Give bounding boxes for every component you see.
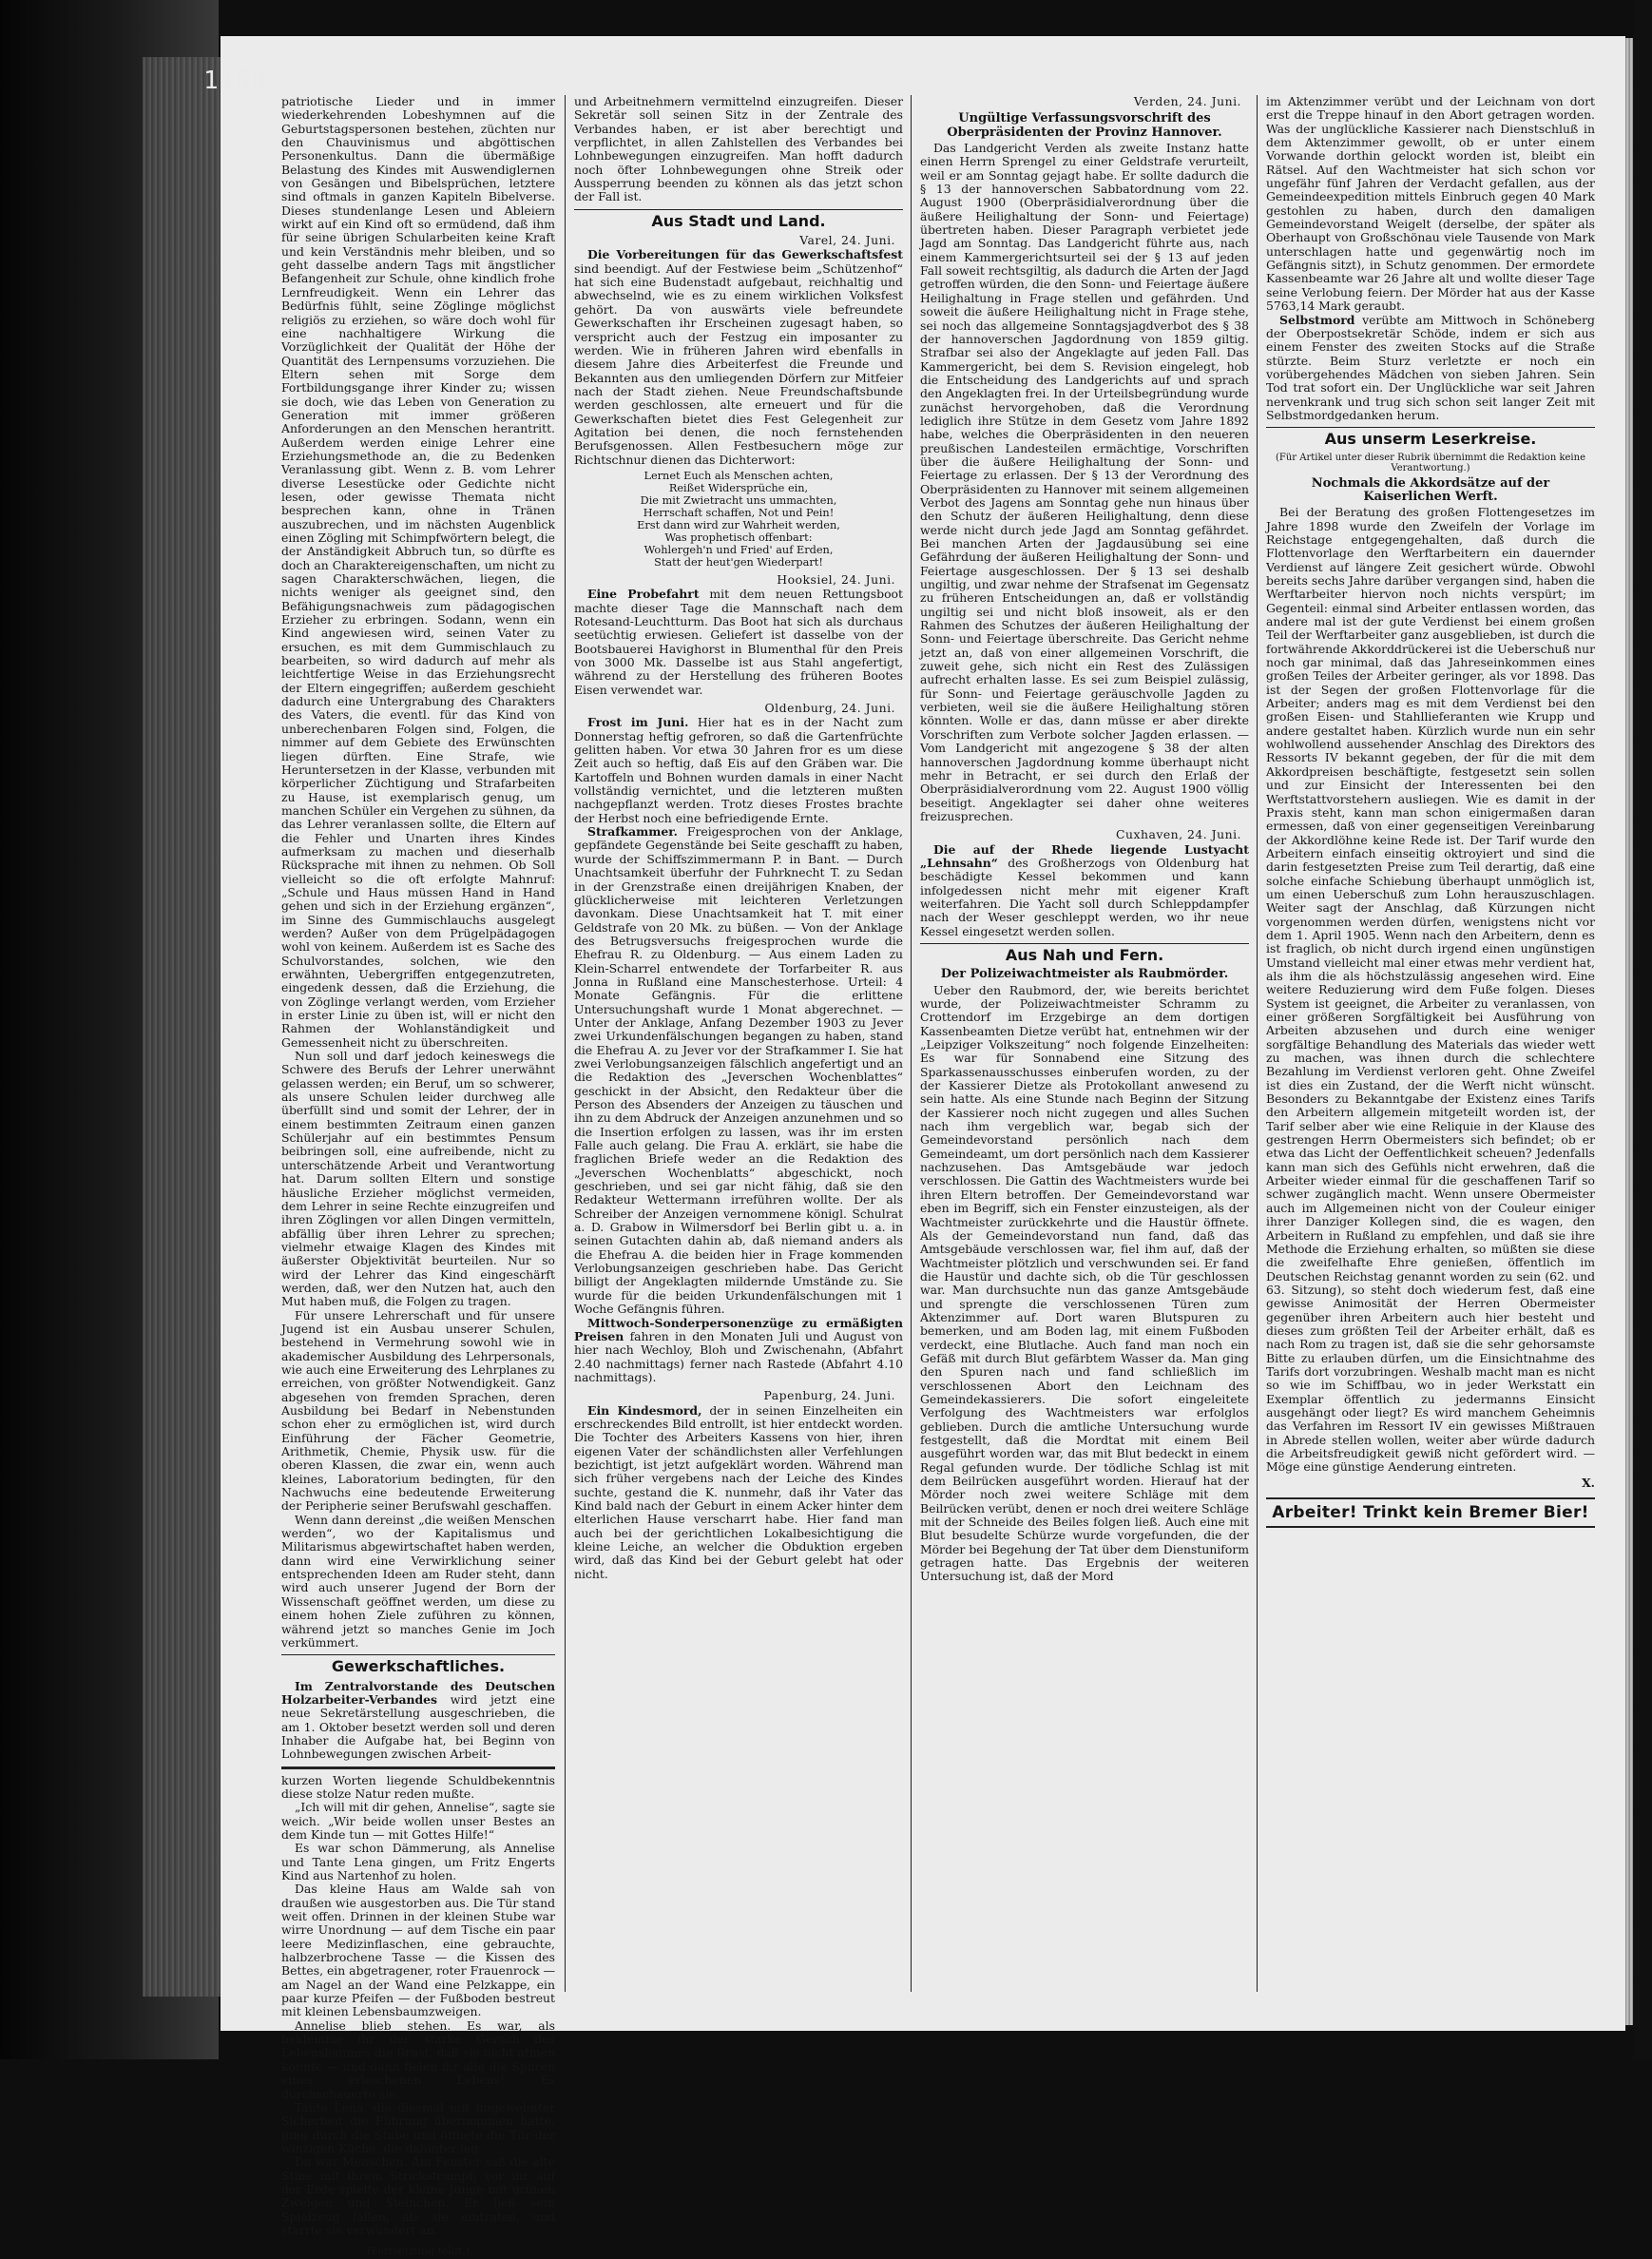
- section-heading: Aus Stadt und Land.: [651, 211, 826, 230]
- article-text: im Aktenzimmer verübt und der Leichnam von dort erst die Treppe hinauf in den Abort getragen worden. Was der unglückliche Kassierer nach Dienstschluß in dem Aktenzimmer gewollt, ob er unter einem Vorwande dorthin gelockt worden ist, bleibt ein Rätsel. Auf den Wachtmeister hat sich schon vor ungefähr fünf Jahren der Verdacht gefallen, aus der Gemeindeexpedition mittels Einbruch gegen 40 Mark gestohlen zu haben, durch den damaligen Gemeindevorstand Weigelt (derselbe, der später als Oberhaupt von Großschönau viele Tausende von Mark unterschlagen hatte und gegenwärtig noch im Gefängnis sitzt), in Schutz genommen. Der ermordete Kassenbeamte war 26 Jahre alt und wollte dieser Tage seine Verlobung feiern. Der Mörder hat aus der Kasse 5763,14 Mark geraubt.: [1266, 94, 1595, 314]
- continuation-note: (Fortsetzung folgt.): [366, 2245, 471, 2258]
- story-text: kurzen Worten liegende Schuldbekenntnis diese stolze Natur reden mußte.: [281, 1772, 555, 1801]
- article-lead: Mittwoch-Sonderpersonenzüge zu ermäßigten Preisen: [574, 1315, 903, 1343]
- article-body: des Großherzogs von Oldenburg hat beschädigte Kessel bekommen und kann infolgedessen nicht mehr mit eigener Kraft weiterfahren. Die Yacht soll durch Schleppdampfer nach der Weser geschleppt werden, wo ihr neue Kessel eingesetzt werden sollen.: [920, 855, 1249, 938]
- dateline: Hooksiel, 24. Juni.: [777, 571, 895, 587]
- story-text: Da war Menschen. Am Fenster saß die alte Stine mit ihrem Strickstrumpf; vor ihr auf der Erde spielte der kleine Junge mit grünen Zweigen und Steinchen. Er ließ sein Spielzeug fallen, als sie eintraten, und starrte sie verwundert an.: [281, 2154, 555, 2237]
- story-text: Es war schon Dämmerung, als Annelise und Tante Lena gingen, um Fritz Engerts Kind aus Nartenhof zu holen.: [281, 1841, 555, 1882]
- column-3: [920, 95, 1249, 1584]
- article-body: der in seinen Einzelheiten ein erschreckendes Bild entrollt, ist hier entdeckt worden. Die Tochter des Arbeiters Kassens von hier, ihren eigenen Vater der schändlichsten aller Verfehlungen bezichtigt, ist jetzt aufgeklärt worden. Während man sich früher vergebens nach der Leiche des Kindes suchte, gestand die K. nunmehr, daß ihr Vater das Kind bald nach der Geburt in einem Acker hinter dem elterlichen Hause verscharrt habe. Hier fand man auch bei der gerichtlichen Lokalbesichtigung die kleine Leiche, an welcher die Obduktion ergeben wird, daß das Kind bei der Geburt gelebt hat oder nicht.: [574, 1402, 903, 1581]
- editorial-note: (Für Artikel unter dieser Rubrik übernimmt die Redaktion keine Verantwortung.): [1275, 452, 1585, 473]
- article-text: [574, 248, 903, 467]
- article-body: mit dem neuen Rettungsboot machte dieser Tage die Mannschaft nach dem Rotesand-Leuchtturm. Das Boot hat sich als durchaus seetüchtig erwiesen. Geliefert ist dasselbe von der Bootsbauerei Havighorst in Blumenthal für den Preis von 3000 Mk. Dasselbe ist aus Stahl angefertigt, während zu der Herstellung des früheren Bootes Eisen verwendet war.: [574, 587, 903, 697]
- article-headline: Der Polizeiwachtmeister als Raubmörder.: [940, 967, 1229, 982]
- poem-line: Erst dann wird zur Wahrheit werden,: [637, 518, 840, 531]
- article-lead: Ein Kindesmord,: [587, 1402, 702, 1418]
- article-lead: Strafkammer.: [587, 824, 678, 840]
- story-text: „Ich will mit dir gehen, Annelise“, sagte sie weich. „Wir beide wollen unser Bestes an dem Kinde tun — mit Gottes Hilfe!“: [281, 1800, 555, 1842]
- article-text: patriotische Lieder und in immer wiederkehrenden Lobeshymnen auf die Geburtstagspersonen bestehen, züchten nur den Chauvinismus und abgöttischen Personenkultus. Dann die übermäßige Belastung des Kindes mit Auswendiglernen von Gesängen und Bibelsprüchen, letztere sind oftmals in ganzen Kapiteln Bibelverse. Dieses stundenlange Lesen und Ableiern wirkt auf ein Kind oft so ermüdend, daß ihm für seine übrigen Schularbeiten keine Kraft und kein Verständnis mehr bleiben, und so geht dasselbe andern Tags mit ängstlicher Befangenheit zur Schule, ohne kindlich frohe Lernfreudigkeit. Wenn ein Lehrer das Bedürfnis fühlt, seine Zöglinge möglichst religiös zu erziehen, so wäre doch wohl für eine nachhaltigere Wirkung die Vorzüglichkeit der Qualität der Höhe der Quantität des Lernpensums vorzuziehen. Die Eltern sehen mit Sorge dem Fortbildungsgange ihrer Kinder zu; wissen sie doch, wie das Leben von Generation zu Generation mit immer größeren Anforderungen an den Menschen herantritt. Außerdem werden einige Lehrer eine Erziehungsmethode an, die zu Bedenken Veranlassung gibt. Wenn z. B. vom Lehrer diverse Lesestücke oder Gedichte nicht lesen, oder gewisse Themata nicht besprechen kann, ohne in Tränen auszubrechen, und im nächsten Augenblick einen Zögling mit Schimpfwörtern belegt, die der Anständigkeit Abbruch tun, so dürfte es doch an Charaktereigenschaften, um nicht zu sagen Charakterschwächen, liegen, die nichts weniger als geeignet sind, den Befähigungsnachweis zum pädagogischen Erzieher zu erbringen. Sodann, wenn ein Kind angewiesen wird, seinen Vater zu ersuchen, es mit dem Gummischlauch zu bearbeiten, so wird dadurch auf mehr als leichtfertige Weise in das Erziehungsrecht der Eltern eingegriffen; außerdem geschieht dadurch eine Untergrabung des Charakters des Vaters, die eventl. für das Kind von unberechenbaren Folgen sind, Folgen, die nimmer auf dem Gebiete des Erwünschten liegen dürften. Eine Strafe, wie Heruntersetzen in der Klasse, verbunden mit körperlicher Züchtigung und Strafarbeiten zu Hause, ist exemplarisch genug, um manchen Schüler ein Vergehen zu sühnen, da das Lehrer veranlassen sollte, die Eltern auf die Fehler und Unarten ihres Kindes aufmerksam zu machen und dieserhalb Rücksprache mit ihnen zu nehmen. Ob Soll vielleicht so die oft erfolgte Mahnruf: „Schule und Haus müssen Hand in Hand gehen und sich in der Erziehung ergänzen“, im Sinne des Gummischlauchs ausgelegt werden? Außer von dem Prügelpädagogen wohl von keinem. Außerdem ist es Sache des Schulvorstandes, solchen, wie den erwähnten, Uebergriffen entgegenzutreten, eingedenk dessen, daß die Erziehung, die von Zöglinge verlangt werden, vom Erzieher in erster Linie zu üben ist, will er nicht den Rahmen der Wohlanständigkeit und Gemessenheit nicht zu überschreiten.: [281, 94, 555, 1050]
- article-headline: Nochmals die Akkordsätze auf der Kaiserlichen Werft.: [1311, 475, 1550, 504]
- article-lead: Eine Probefahrt: [587, 587, 700, 602]
- feuilleton-divider: [281, 1767, 555, 1769]
- story-text: Das kleine Haus am Walde sah von draußen wie ausgestorben aus. Die Tür stand weit offen. Drinnen in der kleinen Stube war wirre Unordnung — auf dem Tische ein paar leere Medizinflaschen, eine gebrauchte, halbzerbrochene Tasse — die Kissen des Bettes, ein abgetragener, roter Frauenrock — am Nagel an der Wand eine Pelzkappe, ein paar kurze Pfeifen — der Fußboden bestreut mit kleinen Lebensbaumzweigen.: [281, 1882, 555, 2019]
- article-text: [574, 588, 903, 697]
- article-text: und Arbeitnehmern vermittelnd einzugreifen. Dieser Sekretär soll seinen Sitz in der Zentrale des Verbandes haben, er ist aber berechtigt und verpflichtet, in allen Zahlstellen des Verbandes bei Lohnbewegungen einzugreifen. Man hofft dadurch noch öfter Lohnbewegungen ohne Streik oder Aussperrung beenden zu können als das jetzt schon der Fall ist.: [574, 94, 903, 204]
- divider: [281, 1654, 555, 1655]
- article-text: Nun soll und darf jedoch keineswegs die Schwere des Berufs der Lehrer unerwähnt gelassen werden; ein Beruf, um so schwerer, als unsere Schulen leider durchweg alle überfüllt sind und somit der Lehrer, der in einem bestimmten Zeitraum einen ganzen Schülerjahr auf ein bestimmtes Pensum beibringen soll, eine aufreibende, nicht zu unterschätzende Arbeit und Verantwortung hat. Darum sollten Eltern und sonstige häusliche Erzieher möglichst vermeiden, dem Lehrer in seine Rechte einzugreifen und ihren Zöglingen vor allen Dingen vermitteln, abfällig über ihren Lehrer zu sprechen; vielmehr etwaige Klagen des Kindes mit äußerster Objektivität beurteilen. Nur so wird der Lehrer das Kind eingeschärft werden, daß, wer den Nutzen hat, auch den Mut haben muß, die Folgen zu tragen.: [281, 1049, 555, 1309]
- column-4: [1266, 95, 1595, 1528]
- poem-line: Herrschaft schaffen, Not und Pein!: [643, 506, 835, 519]
- poem-line: Wohlergeh'n und Fried' auf Erden,: [644, 543, 834, 556]
- poem-line: Statt der heut'gen Wiederpart!: [654, 555, 823, 569]
- article-lead: Die Vorbereitungen für das Gewerkschaftsfest: [587, 247, 903, 262]
- dateline: Papenburg, 24. Juni.: [763, 1388, 895, 1403]
- article-text: [574, 1404, 903, 1581]
- article-lead: Frost im Juni.: [587, 715, 689, 730]
- article-body: fahren in den Monaten Juli und August von hier nach Wechloy, Bloh und Zwischenahn, (Abfahrt 2.40 nachmittags) ferner nach Rastede (Abfahrt 4.10 nachmittags).: [574, 1328, 903, 1384]
- article-text: Bei der Beratung des großen Flottengesetzes im Jahre 1898 wurde den Zweifeln der Vorlage im Reichstage entgegengehalten, daß durch die Flottenvorlage den Werftarbeitern ein dauernder Verdienst auf längere Zeit gesichert würde. Obwohl bereits sechs Jahre darüber vergangen sind, haben die Werftarbeiter hiervon noch nichts verspürt; im Gegenteil: einmal sind Arbeiter entlassen worden, das andere mal ist der gute Verdienst bei einem großen Teil der Werftarbeiter ganz ausgeblieben, ist durch die fortwährende Akkorddrückerei ist die Ueberschuß nur noch gar minimal, daß das Jahreseinkommen eines großen Teiles der Arbeiter geringer, als vor 1898. Das ist der Segen der großen Flottenvorlage für die Arbeiter; anders mag es mit dem Verdienst bei den großen Eisen- und Stahllieferanten wie Krupp und andere gestaltet haben. Kürzlich wurde nun ein sehr wohlwollend aussehender Anschlag des Direktors des Ressorts IV bekannt gegeben, der für die mit dem Akkordpreisen beschäftigte, festgesetzt sein sollen und zur Einsicht der Interessenten bei den Werftstattvorstehern ausliegen. Wie es damit in der Praxis steht, kann man schon einigermaßen daran ermessen, daß von einer gegenseitigen Vereinbarung der Akkordlöhne keine Rede ist. Der Tarif wurde den Arbeitern einfach einseitig oktroyiert und sind die darin festgesetzten Preise zum Teil derartig, daß eine solche einfache Schiebung überhaupt unmöglich ist, um einen Ueberschuß zum Lohn herauszuschlagen. Weiter sagt der Anschlag, daß Kürzungen nicht vorgenommen werden dürfen, wenigstens nicht vor dem 1. April 1905. Wenn nach den Arbeitern, denn es ist fraglich, ob nicht durch irgend einen ungünstigen Umstand vielleicht mal einer etwas mehr verdient hat, als ihm die als höchstzulässig angesehen wird. Eine weitere Reduzierung wird dem Fuße folgen. Dieses System ist geeignet, die Arbeiter zu veranlassen, von einer größeren Sorgfältigkeit bei Ausführung von Arbeiten abzusehen und durch eine weniger sorgfältige Behandlung des Materials das wieder wett zu machen, was ihnen durch die schlechtere Bezahlung im Verdienst verloren geht. Ohne Zweifel ist dies ein Zustand, der die Werft nicht wünscht. Besonders zu Bekanntgabe der Existenz eines Tarifs den Arbeitern allgemein mitgeteilt worden ist, der Tarif selber aber wie eine Reliquie in der Klause des gestrengen Herrn Obermeisters sich befindet; ob er etwa das Licht der Oeffentlichkeit scheuen? Jedenfalls kann man sich des Gefühls nicht erwehren, daß die Arbeiter wieder einmal für die geschaffenen Tarif so schwer zugänglich macht. Wenn unsere Obermeister auch im Allgemeinen nicht von der Couleur einiger ihrer Danziger Kollegen sind, die es wagen, den Arbeitern in Rußland zu empfehlen, und daß sie ihre Methode die Erziehung erhalten, so müßten sie diese die zweifelhafte Ehre genießen, öffentlich im Deutschen Reichstag genannt worden zu sein (62. und 63. Sitzung), so steht doch wiederum fest, daß eine gewisse Animosität der Herren Obermeister gegenüber ihren Arbeitern auch hier besteht und dieses zum größten Teil der Arbeiter erhält, daß es nach Rom zu tragen ist, daß sie die sehr gehorsamste Bitte zu erlauben dürfen, um die Einsichtnahme des Tarifs dort vorzubringen. Weshalb macht man es nicht so wie im Schiffbau, wo in jeder Werkstatt ein Exemplar öffentlich zu jedermanns Einsicht ausgehängt oder liegt? Es wird manchem Geheimnis das Verfahren im Ressort IV ein gewisses Mißtrauen in Abrede stellen wollen, weiter aber würde dadurch die Arbeitsfreudigkeit gewiß nicht gefördert wird. — Möge eine günstige Aenderung eintreten.: [1266, 505, 1595, 1475]
- column-rule: [1257, 95, 1258, 1992]
- article-text: Für unsere Lehrerschaft und für unsere Jugend ist ein Ausbau unserer Schulen, bestehend in Vermehrung sowohl wie in akademischer Ausbildung des Lehrpersonals, wie auch eine Erweiterung des Lehrplanes zu erreichen, von größter Notwendigkeit. Ganz abgesehen von fremden Sprachen, deren Ausbildung bei Bedarf in Nebenstunden schon eher zu ermöglichen ist, wird durch Einführung der Fächer Geometrie, Arithmetik, Chemie, Physik usw. für die oberen Klassen, die zwar ein, wenn auch kleines, Laboratorium bedingten, für den Nachwuchs eine bedeutende Erweiterung der Peripherie seiner Berufswahl geschaffen.: [281, 1307, 555, 1514]
- section-heading: Gewerkschaftliches.: [331, 1657, 506, 1676]
- article-lead: Im Zentralvorstande des Deutschen Holzarbeiter-Verbandes: [281, 1678, 555, 1707]
- article-body: wird jetzt eine neue Sekretärstellung ausgeschrieben, die am 1. Oktober besetzt werden soll und deren Inhaber die Aufgabe hat, bei Beginn von Lohnbewegungen zwischen Arbeit-: [281, 1691, 555, 1762]
- article-headline: Ungültige Verfassungsvorschrift des Oberpräsidenten der Provinz Hannover.: [947, 111, 1222, 140]
- poem-line: Reißet Widersprüche ein,: [668, 481, 809, 494]
- dateline: Verden, 24. Juni.: [1133, 94, 1241, 108]
- dateline: Oldenburg, 24. Juni.: [764, 701, 895, 716]
- newspaper-page: [221, 36, 1625, 2258]
- article-lead: Die auf der Rhede liegende Lustyacht „Lehnsahn“: [920, 841, 1249, 870]
- article-text: [920, 843, 1249, 938]
- page-number: 1160: [203, 67, 267, 95]
- article-text: [574, 825, 903, 1316]
- dateline: Varel, 24. Juni.: [799, 233, 895, 248]
- article-text: [574, 1317, 903, 1385]
- column-rule: [911, 95, 912, 1992]
- article-text: [1266, 314, 1595, 423]
- divider: [574, 209, 903, 210]
- article-body: Hier hat es in der Nacht zum Donnerstag heftig gefroren, so daß die Gartenfrüchte gelitten haben. Vor etwa 30 Jahren fror es um diese Zeit auch so heftig, daß Eis auf den Gräben war. Die Kartoffeln und Bohnen wurden damals in einer Nacht vollständig vernichtet, und die letzteren mußten nachgepflanzt werden. Trotz dieses Frostes brachte der Herbst noch eine befriedigende Ernte.: [574, 715, 903, 825]
- article-text: Wenn dann dereinst „die weißen Menschen werden“, wo der Kapitalismus und Militarismus abgewirtschaftet haben werden, dann wird eine Verwirklichung seiner entsprechenden Ideen am Ruder steht, dann wird auch unserer Jugend der Born der Wissenschaft geöffnet werden, um diese zu einem hohen Ziele zuführen zu können, während jetzt so manches Genie im Joch verkümmert.: [281, 1512, 555, 1650]
- article-body: sind beendigt. Auf der Festwiese beim „Schützenhof“ hat sich eine Budenstadt aufgebaut, reichhaltig und abwechselnd, wie es zu einem wirklichen Volksfest gehört. Da von auswärts viele befreundete Gewerkschaften ihr Erscheinen zugesagt haben, so verspricht auch der Festzug ein imposanter zu werden. Wie in früheren Jahren wird ebenfalls in diesem Jahre dies Arbeiterfest die Freunde und Bekannten aus den umliegenden Dörfern zur Mitfeier nach der Stadt ziehen. Neue Freundschaftsbunde werden geschlossen, alte erneuert und für die Gewerkschaften bietet dies Fest Gelegenheit zur Agitation bei denen, die noch fernstehenden Berufsgenossen. Allen Festbesuchern möge zur Richtschnur dienen das Dichterwort:: [574, 261, 903, 467]
- advert-banner: Arbeiter! Trinkt kein Bremer Bier!: [1266, 1497, 1595, 1528]
- binding-right: [1633, 0, 1652, 2059]
- column-1: [281, 95, 555, 2259]
- story-text: Tante Lena, die diesmal mit ungewohnter Sicherheit die Führung übernommen hatte, ging durch die Stube und öffnete die Tür der winzigen Küche, die dahinter lag.: [281, 2099, 555, 2155]
- story-text: Annelise blieb stehen. Es war, als beklemme ihr der starke Geruch des Lebensbaumes die Brust, daß sie nicht atmen konnte — und dann fielen ihr alle die Spuren eines erloschenen Lebens! Es durchschauerte sie.: [281, 2018, 555, 2101]
- poem-line: Lernet Euch als Menschen achten,: [644, 469, 834, 482]
- column-rule: [565, 95, 566, 1992]
- article-lead: Selbstmord: [1279, 312, 1355, 327]
- poem: [574, 470, 903, 569]
- page-stack-left: [143, 57, 228, 1997]
- article-text: Das Landgericht Verden als zweite Instanz hatte einen Herrn Sprengel zu einer Geldstrafe verurteilt, weil er am Sonntag gejagt habe. Er sollte dadurch die § 13 der hannoverschen Sabbatordnung vom 22. August 1900 (Oberpräsidialverordnung über die äußere Heilighaltung der Sonn- und Feiertage) übertreten haben. Dieser Paragraph verbietet jede Jagd am Sonntag. Das Landgericht führte aus, nach einem Kammergerichtsurteil sei der § 13 auf jeden Fall soweit rechtsgiltig, als dadurch die Arten der Jagd getroffen würden, die den Sonn- und Feiertage äußere Heilighaltung in Frage stellen und gefährden. Und soweit die äußere Heilighaltung nicht in Frage stehe, sei noch das allgemeine Sonntagsjagdverbot des § 38 der hannoverschen Jagdordnung von 1859 giltig. Strafbar sei also der Angeklagte auf jeden Fall. Das Kammergericht, bei dem S. Revision eingelegt, hob die Entscheidung des Landgerichts auf und sprach den Angeklagten frei. In der Urteilsbegründung wurde zunächst hervorgehoben, daß die Verordnung lediglich ihre Stütze in dem Gesetz vom Jahre 1892 habe, welches die Oberpräsidenten in den neueren preußischen Landesteilen ermächtige, Vorschriften über die äußere Heilighaltung der Sonn- und Feiertage zu erlassen. Der § 13 der Verordnung des Oberpräsidenten zu Hannover mit seinem allgemeinen Verbot des Jagens am Sonntag gehe nun hinaus über den Schutz der äußeren Heilighaltung, denn diese werde nicht durch jede Jagd am Sonntag gefährdet. Bei manchen Arten der Jagdausübung sei eine Gefährdung der äußeren Heilighaltung der Sonn- und Feiertage ausgeschlossen. Der § 13 sei deshalb ungiltig, und zwar nehme der Strafsenat im Gegensatz zu früheren Entscheidungen an, daß er vollständig ungiltig sei und nicht bloß insoweit, als er den Rahmen des Schutzes der äußeren Heilighaltung der Sonn- und Feiertage überschreite. Das Gericht nehme jetzt an, daß von einer allgemeinen Vorschrift, die zuweit gehe, sich nicht ein Rest des Zulässigen aufrecht erhalten lasse. Es sei zum Beispiel zulässig, für Sonn- und Feiertage geräuschvolle Jagden zu verbieten, weil sie die äußere Heilighaltung stören könnten. Wolle er das, dann müsse er aber direkte Vorschriften zum Verbote solcher Jagden erlassen. — Vom Landgericht mit angezogene § 38 der alten hannoverschen Jagdordnung komme überhaupt nicht mehr in Betracht, er sei durch den Erlaß der Oberpräsidialverordnung vom 22. August 1900 völlig beseitigt. Angeklagter sei daher ohne weiteres freizusprechen.: [920, 141, 1249, 823]
- poem-line: Die mit Zwietracht uns ummachten,: [640, 493, 837, 507]
- article-text: [574, 716, 903, 825]
- dateline: Cuxhaven, 24. Juni.: [1116, 827, 1241, 842]
- article-text: Ueber den Raubmord, der, wie bereits berichtet wurde, der Polizeiwachtmeister Schramm zu Crottendorf im Erzgebirge an dem dortigen Kassenbeamten Dietze verübt hat, entnehmen wir der „Leipziger Volkszeitung“ noch folgende Einzelheiten: Es war für Sonnabend eine Sitzung des Sparkassenausschusses einberufen worden, zu der der Kassierer Dietze als Protokollant anwesend zu sein hatte. Als eine Stunde nach Beginn der Sitzung der Kassierer noch nicht zugegen und alles Suchen nach ihm vergeblich war, begab sich der Gemeindevorstand persönlich nach dem Gemeindeamt, um dort persönlich nach dem Kassierer nachzusehen. Das Amtsgebäude war jedoch verschlossen. Die Gattin des Wachtmeisters wurde bei ihren Eltern betroffen. Der Gemeindevorstand war eben im Begriff, sich ein Fenster einzusteigen, als der Wachtmeister zurückkehrte und die Haustür öffnete. Als der Gemeindevorstand nun fand, daß das Amtsgebäude verschlossen war, fiel ihm auf, daß der Wachtmeister plötzlich und verschwunden sei. Er fand die Haustür und dachte sich, ob die Tür geschlossen war. Man durchsuchte nun das ganze Amtsgebäude und sprengte die verschlossenen Türen zum Aktenzimmer auf. Dort waren Blutspuren zu bemerken, und am Boden lag, mit einem Fußboden verdeckt, eine Blutlache. Auch fand man noch ein Gefäß mit durch Blut gefärbtem Wasser da. Man ging den Spuren nach und fand schließlich im verschlossenen Abort den Leichnam des Gemeindekassierers. Die sofort eingeleitete Verfolgung des Wachtmeisters war erfolglos geblieben. Durch die amtliche Untersuchung wurde festgestellt, daß die Mordtat mit einem Beil ausgeführt worden war, das mit Blut bedeckt in einem Regal gefunden wurde. Der tödliche Schlag ist mit dem Beilrücken ausgeführt worden. Hierauf hat der Mörder noch zwei weitere Schläge mit dem Beilrücken verübt, denen er noch drei weitere Schläge mit der Schneide des Beiles folgen ließ. Auch eine mit Blut besudelte Schürze wurde vorgefunden, die der Mörder bei Begehung der Tat über dem Dienstuniform getragen hatte. Das Ergebnis der weiteren Untersuchung ist, daß der Mord: [920, 982, 1249, 1584]
- article-body: Freigesprochen von der Anklage, gepfändete Gegenstände bei Seite geschafft zu haben, wurde der Schiffszimmermann P. in Bant. — Durch Unachtsamkeit überfuhr der Fuhrknecht T. zu Sedan in der Grenzstraße einen dreijährigen Knaben, der glücklicherweise mit leichteren Verletzungen davonkam. Diese Unachtsamkeit hat T. mit einer Geldstrafe von 20 Mk. zu büßen. — Von der Anklage des Betrugsversuchs freigesprochen wurde die Ehefrau R. zu Oldenburg. — Aus einem Laden zu Klein-Scharrel entwendete der Torfarbeiter R. aus Jonna in Rußland eine Manschesterhose. Urteil: 4 Monate Gefängnis. Für die erlittene Untersuchungshaft wurde 1 Monat abgerechnet. — Unter der Anklage, Anfang Dezember 1903 zu Jever zwei Urkundenfälschungen begangen zu haben, stand die Ehefrau A. zu Jever vor der Strafkammer I. Sie hat zwei Verlobungsanzeigen fälschlich angefertigt und an die Redaktion des „Jeverschen Wochenblattes“ geschickt in der Absicht, den Redakteur über die Person des Absenders der Anzeigen zu täuschen und ihn zu dem Abdruck der Anzeigen anzunehmen und so die Insertion erfolgen zu lassen, was ihr im ersten Falle auch gelang. Die Frau A. erklärt, sie habe die fraglichen Briefe weder an die Redaktion des „Jeverschen Wochenblatts“ abgeschickt, noch geschrieben, und sei gar nicht fähig, daß sie den Redakteur Wettermann irreführen wollte. Der als Schreiber der Anzeigen vernommene königl. Schulrat a. D. Grabow in Wilmersdorf bei Berlin gibt u. a. in seinen Gutachten dahin ab, daß niemand anders als die Ehefrau A. die beiden hier in Frage kommenden Verlobungsanzeigen geschrieben habe. Das Gericht billigt der Angeklagten mildernde Umstände zu. Sie wurde für die beiden Urkundenfälschungen mit 1 Woche Gefängnis führen.: [574, 824, 903, 1317]
- author-signature: X.: [1582, 1475, 1595, 1490]
- divider: [920, 943, 1249, 944]
- poem-line: Was prophetisch offenbart:: [664, 531, 813, 544]
- section-heading: Aus unserm Leserkreise.: [1324, 430, 1537, 449]
- article-text: [281, 1680, 555, 1762]
- divider: [1266, 427, 1595, 428]
- article-body: verübte am Mittwoch in Schöneberg der Oberpostsekretär Schöde, indem er sich aus einem Fenster des zweiten Stocks auf die Straße stürzte. Beim Sturz verletzte er noch ein vorübergehendes Mädchen von sieben Jahren. Sein Tod trat sofort ein. Der Unglückliche war seit Jahren nervenkrank und trug sich schon seit langer Zeit mit Selbstmordgedanken herum.: [1266, 312, 1595, 422]
- column-2: [574, 95, 903, 1581]
- section-heading: Aus Nah und Fern.: [1005, 945, 1164, 964]
